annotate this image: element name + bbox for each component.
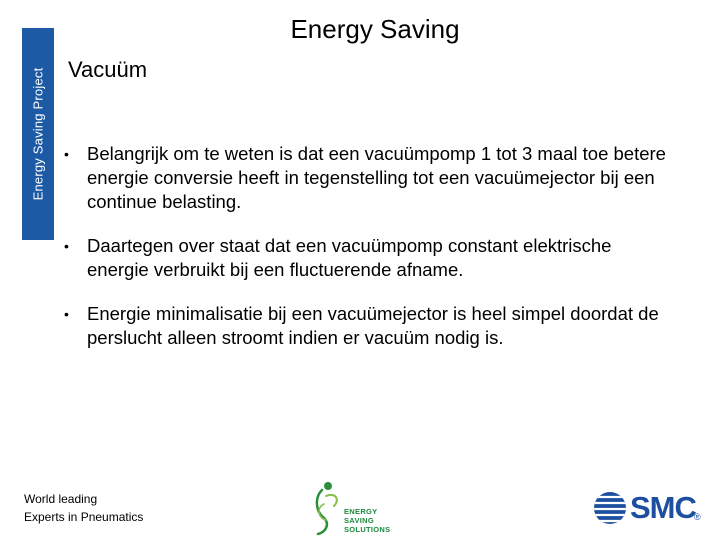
- energy-logo-word-2: SAVING: [344, 516, 374, 525]
- side-label: Energy Saving Project: [30, 67, 46, 201]
- bullet-item: [62, 234, 672, 282]
- bullet-text: Daartegen over staat dat een vacuümpomp constant elektrische energie verbruikt bij een fluctuerende afname.: [87, 235, 612, 280]
- energy-logo-word-1: ENERGY: [344, 507, 378, 516]
- smc-logo-text: SMC: [630, 490, 696, 525]
- footer-line-1: World leading: [24, 492, 98, 506]
- bullet-list: [62, 142, 672, 370]
- bullet-item: [62, 302, 672, 350]
- bullet-text: Belangrijk om te weten is dat een vacuümpomp 1 tot 3 maal toe betere energie conversie heeft in tegenstelling tot een vacuümejector bij een continue belasting.: [87, 143, 666, 212]
- energy-logo-word-3: SOLUTIONS: [344, 525, 391, 534]
- slide-subtitle: Vacuüm: [68, 57, 148, 82]
- slide-title: Energy Saving: [290, 14, 460, 44]
- footer-tagline: [24, 490, 143, 526]
- footer-line-2: Experts in Pneumatics: [24, 510, 144, 524]
- smc-registered-mark: ®: [694, 512, 701, 522]
- bullet-icon: •: [64, 306, 69, 322]
- bullet-item: [62, 142, 672, 214]
- bullet-icon: •: [64, 146, 69, 162]
- bullet-text: Energie minimalisatie bij een vacuümejector is heel simpel doordat de perslucht alleen stroomt indien er vacuüm nodig is.: [87, 303, 659, 348]
- bullet-icon: •: [64, 238, 69, 254]
